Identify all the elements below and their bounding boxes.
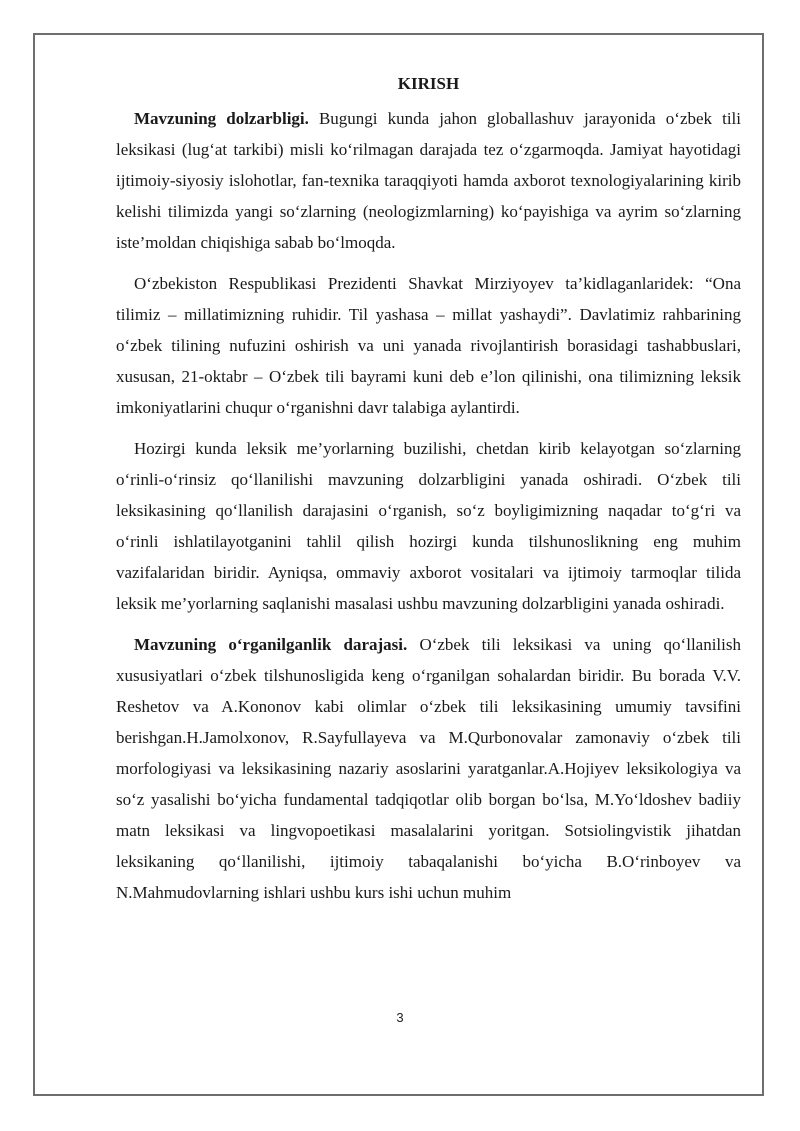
document-body <box>116 73 741 918</box>
paragraph-text: Hozirgi kunda leksik me’yorlarning buzilishi, chetdan kirib kelayotgan so‘zlarning o‘rinli-o‘rinsiz qo‘llanilishi mavzuning dolzarbligini yanada oshiradi. O‘zbek tili leksikasining qo‘llanilish darajasini o‘rganish, so‘z boyligimizning naqadar to‘g‘ri va o‘rinli ishlatilayotganini tahlil qilish hozirgi kunda tilshunoslikning eng muhim vazifalaridan biridir. Ayniqsa, ommaviy axborot vositalari va ijtimoiy tarmoqlar tilida leksik me’yorlarning saqlanishi masalasi ushbu mavzuning dolzarbligini yanada oshiradi. <box>116 439 741 613</box>
page-number: 3 <box>396 1010 404 1025</box>
paragraph-lexical-norms <box>116 433 741 619</box>
paragraph-lead: Mavzuning dolzarbligi. <box>134 109 309 128</box>
paragraph-relevance <box>116 103 741 258</box>
paragraph-text: O‘zbekiston Respublikasi Prezidenti Shavkat Mirziyoyev ta’kidlaganlaridek: “Ona tilimiz – millatimizning ruhidir. Til yashasa – millat yashaydi”. Davlatimiz rahbarining o‘zbek tilining nufuzini oshirish va uni yanada rivojlantirish borasidagi tashabbuslari, xususan, 21-oktabr – O‘zbek tili bayrami kuni deb e’lon qilinishi, ona tilimizning leksik imkoniyatlarini chuqur o‘rganishni davr talabiga aylantirdi. <box>116 274 741 417</box>
paragraph-text: Bugungi kunda jahon globallashuv jarayonida o‘zbek tili leksikasi (lug‘at tarkibi) misli ko‘rilmagan darajada tez o‘zgarmoqda. Jamiyat hayotidagi ijtimoiy-siyosiy islohotlar, fan-texnika taraqqiyoti hamda axborot texnologiyalarining kirib kelishi tilimizda yangi so‘zlarning (neologizmlarning) ko‘payishiga va ayrim so‘zlarning iste’moldan chiqishiga sabab bo‘lmoqda. <box>116 109 741 252</box>
section-title: KIRISH <box>397 74 460 93</box>
paragraph-research-degree <box>116 629 741 908</box>
paragraph-lead: Mavzuning o‘rganilganlik darajasi. <box>134 635 408 654</box>
paragraph-president-quote <box>116 268 741 423</box>
paragraph-text: O‘zbek tili leksikasi va uning qo‘llanilish xususiyatlari o‘zbek tilshunosligida keng o‘rganilgan sohalardan biridir. Bu borada V.V. Reshetov va A.Kononov kabi olimlar o‘zbek tili leksikasining umumiy tavsifini berishgan.H.Jamolxonov, R.Sayfullayeva va M.Qurbonovalar zamonaviy o‘zbek tili morfologiyasi va leksikasining nazariy asoslarini yaratganlar.A.Hojiyev leksikologiya va so‘z yasalishi bo‘yicha fundamental tadqiqotlar olib borgan bo‘lsa, M.Yo‘ldoshev badiiy matn leksikasi va lingvopoetikasi masalalarini yoritgan. Sotsiolingvistik jihatdan leksikaning qo‘llanilishi, ijtimoiy tabaqalanishi bo‘yicha B.O‘rinboyev va N.Mahmudovlarning ishlari ushbu kurs ishi uchun muhim <box>116 635 741 902</box>
